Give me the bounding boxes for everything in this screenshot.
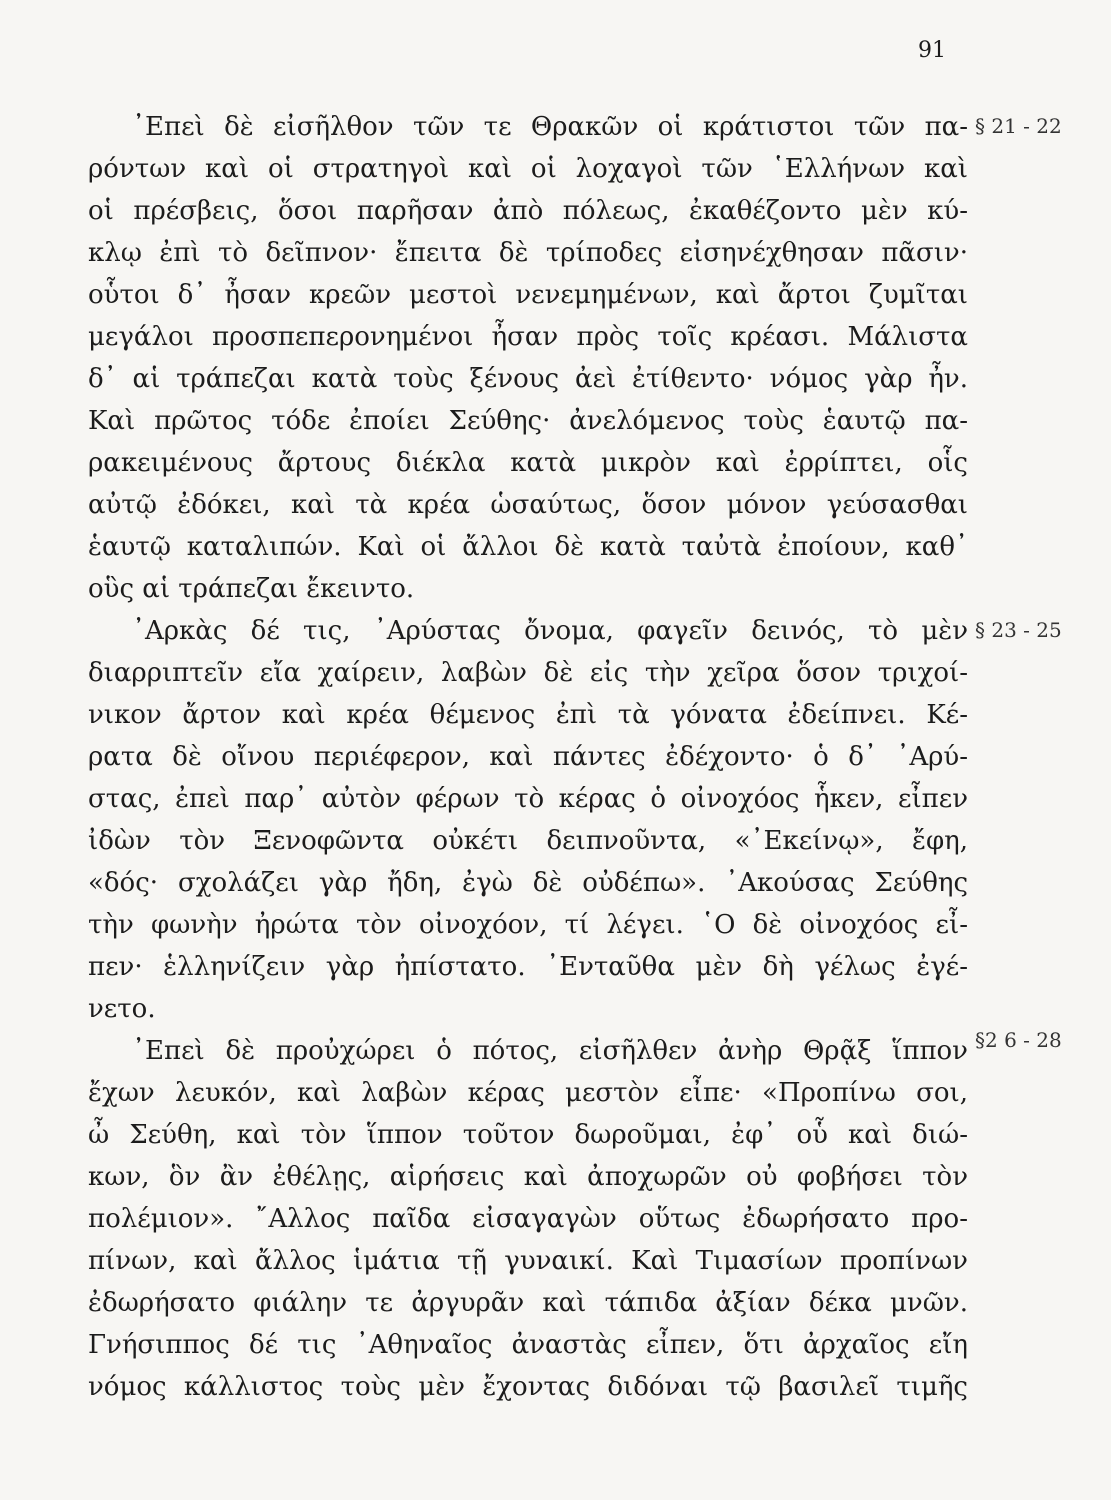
text-line: ἑαυτῷ καταλιπών. Καὶ οἱ ἄλλοι δὲ κατὰ ταὐτὰ ἐποίουν, καθ᾿ [88, 532, 968, 562]
text-line: Γνήσιππος δέ τις ᾿Αθηναῖος ἀναστὰς εἶπεν, ὅτι ἀρχαῖος εἴη [88, 1330, 968, 1360]
text-line: Καὶ πρῶτος τόδε ἐποίει Σεύθης· ἀνελόμενος τοὺς ἑαυτῷ πα- [88, 406, 968, 436]
text-line: ρακειμένους ἄρτους διέκλα κατὰ μικρὸν καὶ ἐρρίπτει, οἷς [88, 448, 968, 478]
text-line: πολέμιον». ῎Αλλος παῖδα εἰσαγαγὼν οὕτως ἐδωρήσατο προ- [88, 1204, 968, 1234]
text-line: τὴν φωνὴν ἠρώτα τὸν οἰνοχόον, τί λέγει. ῾Ο δὲ οἰνοχόος εἶ- [88, 910, 968, 940]
text-line: «δός· σχολάζει γὰρ ἤδη, ἐγὼ δὲ οὐδέπω». ᾿Ακούσας Σεύθης [88, 868, 968, 898]
text-line: κλῳ ἐπὶ τὸ δεῖπνον· ἔπειτα δὲ τρίποδες εἰσηνέχθησαν πᾶσιν· [88, 238, 968, 268]
text-line: νετο. [88, 994, 156, 1024]
text-line: οὗτοι δ᾿ ἦσαν κρεῶν μεστοὶ νενεμημένων, καὶ ἄρτοι ζυμῖται [88, 280, 968, 310]
text-line: ᾿Αρκὰς δέ τις, ᾿Αρύστας ὄνομα, φαγεῖν δεινός, τὸ μὲν [132, 616, 968, 646]
text-line: πίνων, καὶ ἄλλος ἱμάτια τῇ γυναικί. Καὶ Τιμασίων προπίνων [88, 1246, 968, 1276]
text-line: διαρριπτεῖν εἴα χαίρειν, λαβὼν δὲ εἰς τὴν χεῖρα ὅσον τριχοί- [88, 658, 968, 688]
text-line: ἰδὼν τὸν Ξενοφῶντα οὐκέτι δειπνοῦντα, «᾿Εκείνῳ», ἔφη, [88, 826, 968, 856]
margin-note: § 23 - 25 [975, 618, 1062, 642]
text-line: ᾿Επεὶ δὲ προὐχώρει ὁ πότος, εἰσῆλθεν ἀνὴρ Θρᾷξ ἵππον [132, 1036, 968, 1066]
text-line: ἐδωρήσατο φιάλην τε ἀργυρᾶν καὶ τάπιδα ἀξίαν δέκα μνῶν. [88, 1288, 968, 1318]
text-line: ᾿Επεὶ δὲ εἰσῆλθον τῶν τε Θρακῶν οἱ κράτιστοι τῶν πα- [132, 112, 968, 142]
text-line: πεν· ἑλληνίζειν γὰρ ἠπίστατο. ᾿Ενταῦθα μὲν δὴ γέλως ἐγέ- [88, 952, 968, 982]
margin-note: §2 6 - 28 [975, 1028, 1062, 1052]
text-line: μεγάλοι προσπεπερονημένοι ἦσαν πρὸς τοῖς κρέασι. Μάλιστα [88, 322, 968, 352]
text-line: οἱ πρέσβεις, ὅσοι παρῆσαν ἀπὸ πόλεως, ἐκαθέζοντο μὲν κύ- [88, 196, 968, 226]
text-line: ἔχων λευκόν, καὶ λαβὼν κέρας μεστὸν εἶπε· «Προπίνω σοι, [88, 1078, 968, 1108]
text-line: νόμος κάλλιστος τοὺς μὲν ἔχοντας διδόναι τῷ βασιλεῖ τιμῆς [88, 1372, 968, 1402]
text-line: ρόντων καὶ οἱ στρατηγοὶ καὶ οἱ λοχαγοὶ τῶν ῾Ελλήνων καὶ [88, 154, 968, 184]
text-line: ρατα δὲ οἴνου περιέφερον, καὶ πάντες ἐδέχοντο· ὁ δ᾿ ᾿Αρύ- [88, 742, 968, 772]
text-line: νικον ἄρτον καὶ κρέα θέμενος ἐπὶ τὰ γόνατα ἐδείπνει. Κέ- [88, 700, 968, 730]
text-line: κων, ὃν ἂν ἐθέλῃς, αἱρήσεις καὶ ἀποχωρῶν οὐ φοβήσει τὸν [88, 1162, 968, 1192]
margin-note: § 21 - 22 [975, 114, 1062, 138]
page-number: 91 [918, 38, 946, 63]
text-line: οὓς αἱ τράπεζαι ἔκειντο. [88, 574, 415, 604]
text-line: στας, ἐπεὶ παρ᾿ αὐτὸν φέρων τὸ κέρας ὁ οἰνοχόος ἧκεν, εἶπεν [88, 784, 968, 814]
text-line: αὐτῷ ἐδόκει, καὶ τὰ κρέα ὡσαύτως, ὅσον μόνον γεύσασθαι [88, 490, 968, 520]
text-line: δ᾿ αἱ τράπεζαι κατὰ τοὺς ξένους ἀεὶ ἐτίθεντο· νόμος γὰρ ἦν. [88, 364, 968, 394]
text-line: ὦ Σεύθη, καὶ τὸν ἵππον τοῦτον δωροῦμαι, ἐφ᾿ οὗ καὶ διώ- [88, 1120, 968, 1150]
